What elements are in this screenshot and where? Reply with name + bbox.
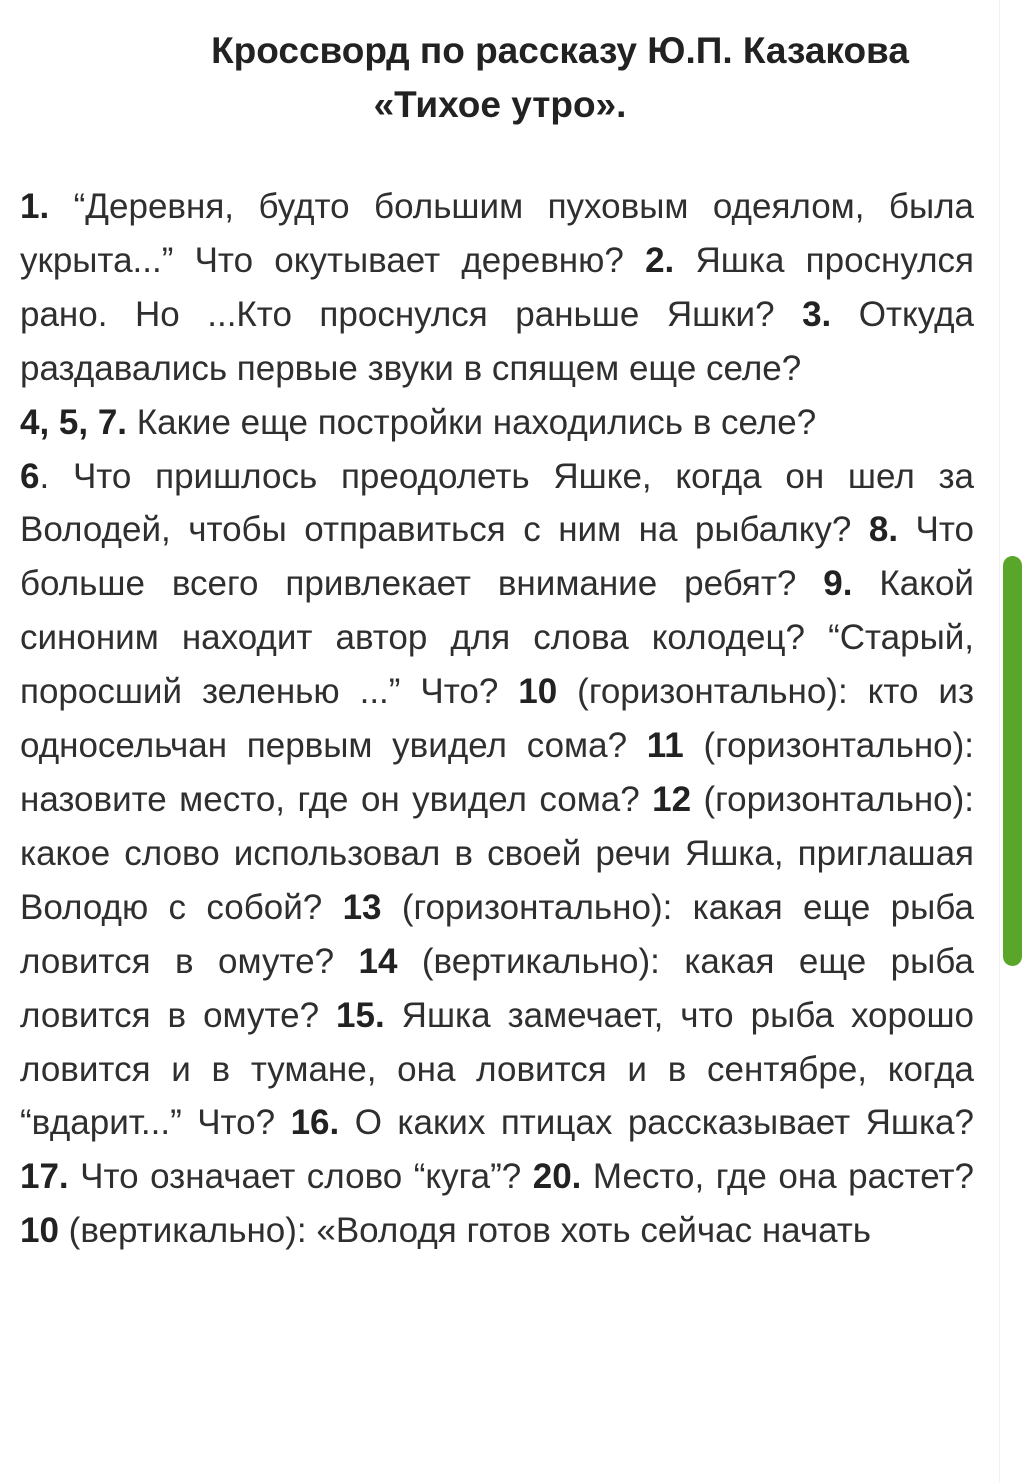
questions-paragraph-1: [20, 180, 974, 396]
question-text: (горизонтально): какая еще рыба ловится в омуте?: [20, 887, 974, 981]
question-text: Какие еще постройки находились в селе?: [127, 402, 817, 442]
title-line-1: Кроссворд по рассказу Ю.П. Казакова: [211, 30, 909, 71]
questions-paragraph-3: [20, 450, 974, 1259]
question-number: 13: [342, 887, 382, 927]
question-number: 15.: [336, 995, 385, 1035]
question-number: 16.: [290, 1103, 340, 1143]
question-text: Что означает слово “куга”?: [68, 1157, 533, 1197]
question-number: 14: [358, 941, 398, 981]
title-line-2: «Тихое утро».: [373, 84, 627, 125]
question-text: (горизонтально): кто из односельчан первым увидел сома?: [20, 672, 975, 766]
question-number: 9.: [823, 564, 853, 604]
question-text: Место, где она растет?: [581, 1157, 974, 1197]
question-number: 17.: [20, 1157, 69, 1197]
question-number: 6: [20, 456, 40, 496]
question-number: 10: [518, 672, 558, 712]
question-text: (горизонтально): назовите место, где он увидел сома?: [20, 726, 974, 819]
question-text: Яшка замечает, что рыба хорошо ловится и в тумане, она ловится и в сентябре, когда “вдарит...” Что?: [20, 995, 974, 1143]
question-number: 4, 5, 7.: [20, 402, 128, 442]
question-number: 1.: [20, 187, 50, 226]
question-text: . Что пришлось преодолеть Яшке, когда он шел за Володей, чтобы отправиться с ним на рыбалку?: [20, 456, 974, 550]
question-text: Откуда раздавались первые звуки в спящем еще селе?: [20, 294, 974, 388]
scrollbar-thumb[interactable]: [1003, 556, 1022, 966]
questions-paragraph-2: [20, 396, 974, 450]
question-text: Яшка проснулся рано. Но ...Кто проснулся раньше Яшки?: [20, 240, 974, 334]
question-number: 8.: [868, 510, 899, 550]
question-number: 11: [646, 726, 684, 766]
crossword-questions: [20, 180, 974, 1258]
question-text: Какой синоним находит автор для слова колодец? “Старый, поросший зеленью ...” Что?: [20, 564, 974, 712]
question-text: Что больше всего привлекает внимание ребят?: [20, 510, 974, 604]
question-text: О каких птицах рассказывает Яшка?: [339, 1103, 974, 1143]
question-number: 12: [652, 779, 692, 819]
scrollbar-track[interactable]: [1000, 0, 1031, 1483]
page-title: [0, 24, 1000, 132]
question-text: “Деревня, будто большим пуховым одеялом, была укрыта...” Что окутывает деревню?: [20, 187, 974, 280]
question-text: (горизонтально): какое слово использовал в своей речи Яшка, приглашая Володю с собой?: [20, 779, 974, 927]
question-number: 3.: [802, 294, 832, 334]
question-number: 20.: [532, 1157, 582, 1197]
question-number: 2.: [645, 240, 675, 280]
question-text: (вертикально): «Володя готов хоть сейчас начать: [58, 1211, 872, 1251]
question-number: 10: [20, 1211, 59, 1251]
question-text: (вертикально): какая еще рыба ловится в омуте?: [20, 941, 974, 1035]
